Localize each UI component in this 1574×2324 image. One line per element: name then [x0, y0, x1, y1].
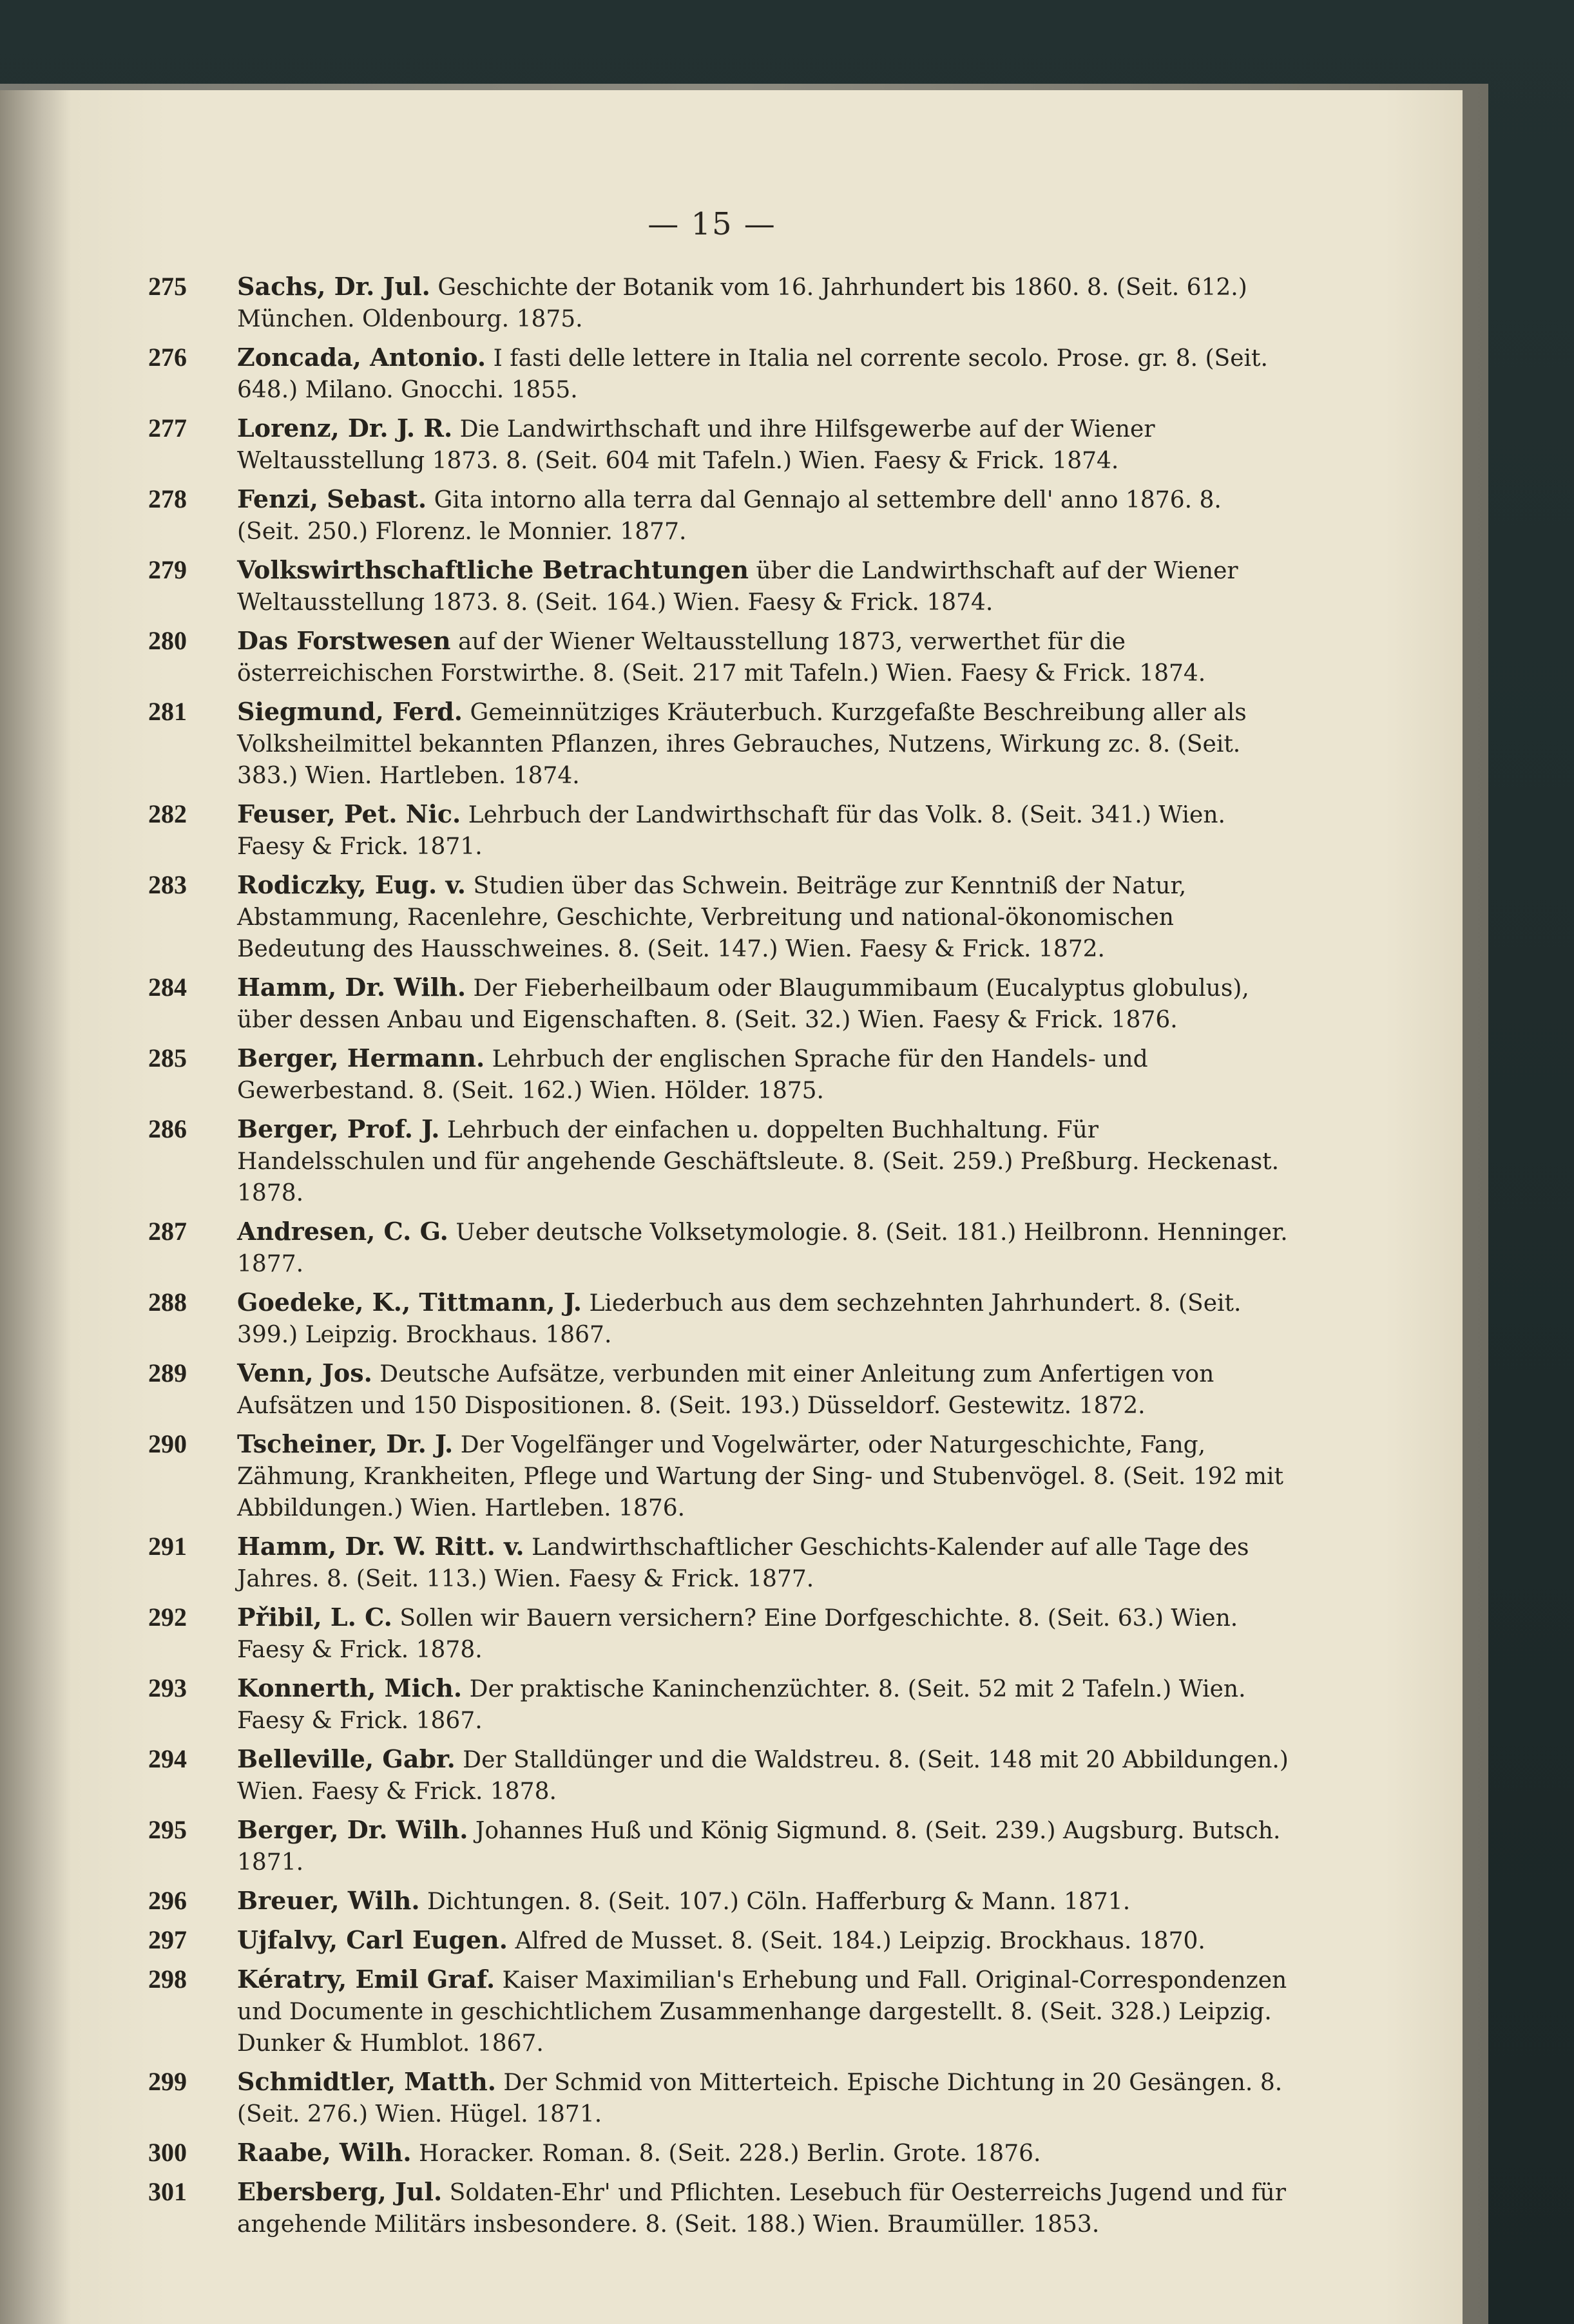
- entry-author: Berger, Hermann.: [237, 1043, 485, 1072]
- catalog-entry: [148, 1924, 1289, 1957]
- entry-author: Venn, Jos.: [237, 1358, 372, 1387]
- catalog-entry: [148, 483, 1289, 548]
- catalog-entries: [148, 271, 1289, 2247]
- entry-author: Schmidtler, Matth.: [237, 2067, 496, 2096]
- entry-author: Ujfalvy, Carl Eugen.: [237, 1925, 508, 1954]
- entry-author: Goedeke, K., Tittmann, J.: [237, 1288, 582, 1317]
- entry-number: 295: [148, 1815, 187, 1844]
- entry-description: über die Landwirthschaft auf der Wiener Weltausstellung 1873. 8. (Seit. 164.) Wien. Faesy & Frick. 1874.: [237, 558, 1238, 616]
- entry-number: 294: [148, 1744, 187, 1773]
- entry-number: 297: [148, 1925, 187, 1954]
- entry-description: Studien über das Schwein. Beiträge zur Kenntniß der Natur, Abstammung, Racenlehre, Geschichte, Verbreitung und national-ökonomischen Bedeutung des Hausschweines. 8. (Seit. 147.) Wien. Faesy & Frick. 1872.: [237, 873, 1187, 962]
- entry-description: Ueber deutsche Volksetymologie. 8. (Seit. 181.) Heilbronn. Henninger. 1877.: [237, 1219, 1288, 1277]
- entry-description: I fasti delle lettere in Italia nel corrente secolo. Prose. gr. 8. (Seit. 648.) Milano. Gnocchi. 1855.: [237, 345, 1268, 403]
- entry-author: Breuer, Wilh.: [237, 1886, 420, 1915]
- entry-number: 281: [148, 697, 187, 726]
- entry-number: 277: [148, 414, 187, 443]
- catalog-entry: [148, 2176, 1289, 2240]
- catalog-entry: [148, 1357, 1289, 1422]
- entry-number: 290: [148, 1429, 187, 1458]
- catalog-entry: [148, 869, 1289, 965]
- entry-author: Konnerth, Mich.: [237, 1673, 463, 1702]
- entry-author: Sachs, Dr. Jul.: [237, 272, 430, 301]
- entry-description: Horacker. Roman. 8. (Seit. 228.) Berlin. Grote. 1876.: [419, 2140, 1041, 2167]
- entry-author: Raabe, Wilh.: [237, 2138, 412, 2167]
- page-number: — 15 —: [648, 206, 776, 242]
- entry-description: Kaiser Maximilian's Erhebung und Fall. Original-Correspondenzen und Documente in geschichtlichem Zusammenhange dargestellt. 8. (Seit. 328.) Leipzig. Dunker & Humblot. 1867.: [237, 1967, 1287, 2057]
- entry-author: Fenzi, Sebast.: [237, 484, 427, 513]
- catalog-entry: [148, 271, 1289, 335]
- entry-description: Dichtungen. 8. (Seit. 107.) Cöln. Hafferburg & Mann. 1871.: [427, 1889, 1131, 1915]
- entry-author: Feuser, Pet. Nic.: [237, 799, 461, 828]
- entry-author: Hamm, Dr. W. Ritt. v.: [237, 1532, 524, 1561]
- entry-description: Geschichte der Botanik vom 16. Jahrhundert bis 1860. 8. (Seit. 612.) München. Oldenbourg. 1875.: [237, 274, 1247, 332]
- entry-author: Das Forstwesen: [237, 626, 451, 655]
- entry-author: Berger, Dr. Wilh.: [237, 1815, 468, 1844]
- entry-author: Berger, Prof. J.: [237, 1114, 440, 1143]
- entry-number: 293: [148, 1673, 187, 1702]
- catalog-entry: [148, 2137, 1289, 2169]
- entry-author: Rodiczky, Eug. v.: [237, 870, 466, 899]
- entry-description: Liederbuch aus dem sechzehnten Jahrhundert. 8. (Seit. 399.) Leipzig. Brockhaus. 1867.: [237, 1290, 1242, 1348]
- entry-number: 279: [148, 555, 187, 584]
- entry-number: 285: [148, 1043, 187, 1072]
- entry-number: 286: [148, 1114, 187, 1143]
- entry-description: Der praktische Kaninchenzüchter. 8. (Seit. 52 mit 2 Tafeln.) Wien. Faesy & Frick. 1867.: [237, 1676, 1246, 1734]
- entry-number: 296: [148, 1886, 187, 1915]
- entry-description: Alfred de Musset. 8. (Seit. 184.) Leipzig. Brockhaus. 1870.: [515, 1928, 1205, 1954]
- entry-description: Landwirthschaftlicher Geschichts-Kalender auf alle Tage des Jahres. 8. (Seit. 113.) Wien. Faesy & Frick. 1877.: [237, 1534, 1249, 1592]
- entry-number: 287: [148, 1217, 187, 1246]
- entry-number: 278: [148, 484, 187, 513]
- page-gutter: [0, 90, 71, 2324]
- entry-number: 288: [148, 1288, 187, 1317]
- entry-description: Johannes Huß und König Sigmund. 8. (Seit. 239.) Augsburg. Butsch. 1871.: [237, 1818, 1281, 1876]
- entry-description: Deutsche Aufsätze, verbunden mit einer Anleitung zum Anfertigen von Aufsätzen und 150 Dispositionen. 8. (Seit. 193.) Düsseldorf. Gestewitz. 1872.: [237, 1361, 1214, 1419]
- entry-author: Zoncada, Antonio.: [237, 343, 486, 372]
- entry-description: Lehrbuch der einfachen u. doppelten Buchhaltung. Für Handelsschulen und für angehende Geschäftsleute. 8. (Seit. 259.) Preßburg. Heckenast. 1878.: [237, 1117, 1280, 1206]
- entry-description: Lehrbuch der Landwirthschaft für das Volk. 8. (Seit. 341.) Wien. Faesy & Frick. 1871.: [237, 802, 1225, 860]
- entry-author: Tscheiner, Dr. J.: [237, 1429, 454, 1458]
- entry-author: Ebersberg, Jul.: [237, 2177, 443, 2206]
- entry-description: Soldaten-Ehr' und Pflichten. Lesebuch für Oesterreichs Jugend und für angehende Militärs insbesondere. 8. (Seit. 188.) Wien. Braumüller. 1853.: [237, 2180, 1286, 2238]
- catalog-entry: [148, 1113, 1289, 1209]
- entry-number: 291: [148, 1532, 187, 1561]
- catalog-entry: [148, 1743, 1289, 1807]
- entry-number: 275: [148, 272, 187, 301]
- entry-author: Kératry, Emil Graf.: [237, 1965, 495, 1994]
- entry-number: 299: [148, 2067, 187, 2096]
- catalog-entry: [148, 2066, 1289, 2130]
- entry-number: 280: [148, 626, 187, 655]
- entry-author: Přibil, L. C.: [237, 1603, 392, 1632]
- entry-description: Der Fieberheilbaum oder Blaugummibaum (Eucalyptus globulus), über dessen Anbau und Eigenschaften. 8. (Seit. 32.) Wien. Faesy & Frick. 1876.: [237, 975, 1249, 1033]
- entry-number: 300: [148, 2138, 187, 2167]
- entry-number: 298: [148, 1965, 187, 1994]
- entry-author: Lorenz, Dr. J. R.: [237, 414, 453, 443]
- catalog-entry: [148, 1601, 1289, 1666]
- entry-number: 292: [148, 1603, 187, 1632]
- entry-author: Andresen, C. G.: [237, 1217, 448, 1246]
- entry-description: Gita intorno alla terra dal Gennajo al settembre dell' anno 1876. 8. (Seit. 250.) Florenz. le Monnier. 1877.: [237, 487, 1222, 545]
- entry-author: Volkswirthschaftliche Betrachtungen: [237, 555, 749, 584]
- catalog-entry: [148, 554, 1289, 618]
- catalog-entry: [148, 625, 1289, 689]
- catalog-entry: [148, 1672, 1289, 1737]
- entry-number: 301: [148, 2177, 187, 2206]
- catalog-entry: [148, 1215, 1289, 1280]
- entry-description: auf der Wiener Weltausstellung 1873, verwerthet für die österreichischen Forstwirthe. 8. (Seit. 217 mit Tafeln.) Wien. Faesy & Frick. 1874.: [237, 629, 1206, 687]
- catalog-entry: [148, 798, 1289, 862]
- entry-number: 276: [148, 343, 187, 372]
- catalog-entry: [148, 1814, 1289, 1878]
- catalog-entry: [148, 1963, 1289, 2059]
- catalog-entry: [148, 1042, 1289, 1107]
- entry-description: Lehrbuch der englischen Sprache für den Handels- und Gewerbestand. 8. (Seit. 162.) Wien. Hölder. 1875.: [237, 1046, 1148, 1104]
- entry-description: Der Stalldünger und die Waldstreu. 8. (Seit. 148 mit 20 Abbildungen.) Wien. Faesy & Frick. 1878.: [237, 1747, 1289, 1805]
- entry-number: 283: [148, 870, 187, 899]
- entry-author: Siegmund, Ferd.: [237, 697, 463, 726]
- entry-description: Gemeinnütziges Kräuterbuch. Kurzgefaßte Beschreibung aller als Volksheilmittel bekannten Pflanzen, ihres Gebrauches, Nutzens, Wirkung zc. 8. (Seit. 383.) Wien. Hartleben. 1874.: [237, 700, 1247, 789]
- entry-author: Belleville, Gabr.: [237, 1744, 456, 1773]
- catalog-entry: [148, 412, 1289, 477]
- catalog-entry: [148, 1530, 1289, 1595]
- entry-description: Der Vogelfänger und Vogelwärter, oder Naturgeschichte, Fang, Zähmung, Krankheiten, Pflege und Wartung der Sing- und Stubenvögel. 8. (Seit. 192 mit Abbildungen.) Wien. Hartleben. 1876.: [237, 1432, 1284, 1521]
- entry-description: Der Schmid von Mitterteich. Epische Dichtung in 20 Gesängen. 8. (Seit. 276.) Wien. Hügel. 1871.: [237, 2070, 1283, 2128]
- entry-description: Sollen wir Bauern versichern? Eine Dorfgeschichte. 8. (Seit. 63.) Wien. Faesy & Frick. 1878.: [237, 1605, 1238, 1663]
- catalog-entry: [148, 971, 1289, 1036]
- entry-number: 289: [148, 1358, 187, 1387]
- catalog-entry: [148, 1428, 1289, 1524]
- catalog-entry: [148, 1286, 1289, 1351]
- entry-number: 282: [148, 799, 187, 828]
- entry-description: Die Landwirthschaft und ihre Hilfsgewerbe auf der Wiener Weltausstellung 1873. 8. (Seit. 604 mit Tafeln.) Wien. Faesy & Frick. 1874.: [237, 416, 1155, 474]
- catalog-entry: [148, 1885, 1289, 1918]
- entry-number: 284: [148, 973, 187, 1002]
- catalog-entry: [148, 341, 1289, 406]
- entry-author: Hamm, Dr. Wilh.: [237, 973, 466, 1002]
- catalog-entry: [148, 696, 1289, 792]
